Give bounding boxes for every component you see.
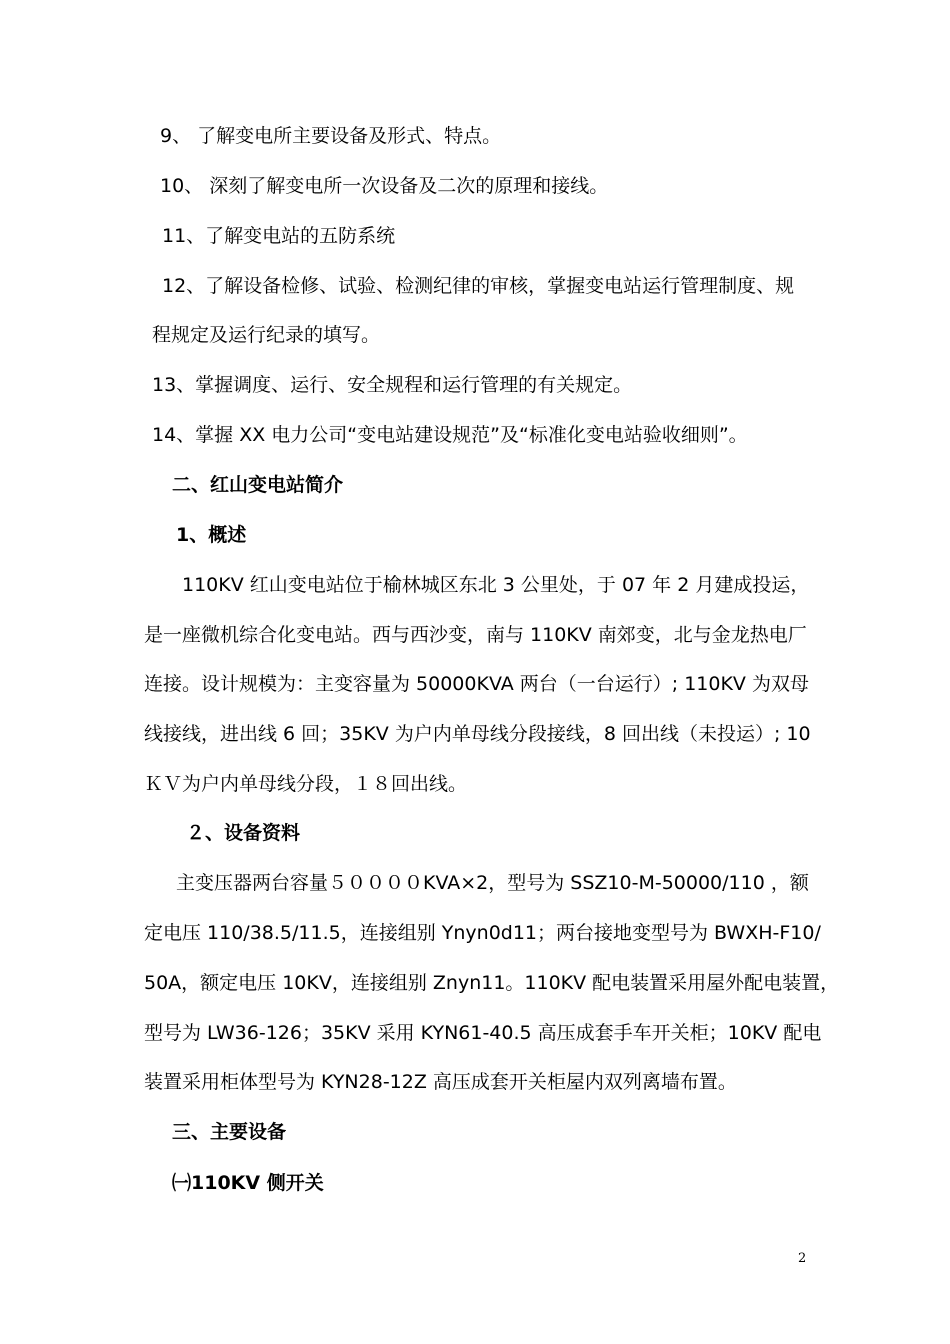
equipment-line-1: 主变压器两台容量５００００KVA×2，型号为 SSZ10-M-50000/110 ，额: [176, 872, 809, 894]
subsection-overview-heading: 1、概述: [176, 524, 247, 546]
list-item-12: 12、了解设备检修、试验、检测纪律的审核，掌握变电站运行管理制度、规: [162, 275, 795, 297]
section-3-heading: 三、主要设备: [172, 1121, 287, 1143]
page-number: 2: [798, 1251, 807, 1266]
list-item-10: 10、 深刻了解变电所一次设备及二次的原理和接线。: [160, 175, 609, 197]
equipment-line-2: 定电压 110/38.5/11.5，连接组别 Ynyn0d11；两台接地变型号为 BWXH-F10/: [144, 922, 821, 944]
overview-line-2: 是一座微机综合化变电站。西与西沙变，南与 110KV 南郊变，北与金龙热电厂: [144, 624, 807, 646]
subsection-equipment-heading: ２、设备资料: [186, 822, 301, 844]
overview-line-5: ＫＶ为户内单母线分段，１８回出线。: [144, 773, 468, 795]
equipment-line-4: 型号为 LW36-126；35KV 采用 KYN61-40.5 高压成套手车开关柜；10KV 配电: [144, 1022, 822, 1044]
section-2-heading: 二、红山变电站简介: [172, 474, 344, 496]
list-item-11: 11、了解变电站的五防系统: [162, 225, 396, 247]
overview-line-4: 线接线，进出线 6 回；35KV 为户内单母线分段接线，8 回出线（未投运）; 10: [144, 723, 811, 745]
list-item-12-continued: 程规定及运行纪录的填写。: [152, 324, 381, 346]
list-item-9: 9、 了解变电所主要设备及形式、特点。: [160, 125, 502, 147]
equipment-line-3: 50A，额定电压 10KV，连接组别 Znyn11。110KV 配电装置采用屋外配电装置，: [144, 972, 840, 994]
equipment-line-5: 装置采用柜体型号为 KYN28-12Z 高压成套开关柜屋内双列离墙布置。: [144, 1071, 737, 1093]
list-item-13: 13、掌握调度、运行、安全规程和运行管理的有关规定。: [152, 374, 633, 396]
subsection-110kv-switch-heading: ㈠110KV 侧开关: [172, 1172, 324, 1194]
overview-line-1: 110KV 红山变电站位于榆林城区东北 3 公里处，于 07 年 2 月建成投运，: [182, 574, 810, 596]
list-item-14: 14、掌握 XX 电力公司“变电站建设规范”及“标准化变电站验收细则”。: [152, 424, 748, 446]
overview-line-3: 连接。设计规模为：主变容量为 50000KVA 两台（一台运行）; 110KV 为双母: [144, 673, 809, 695]
